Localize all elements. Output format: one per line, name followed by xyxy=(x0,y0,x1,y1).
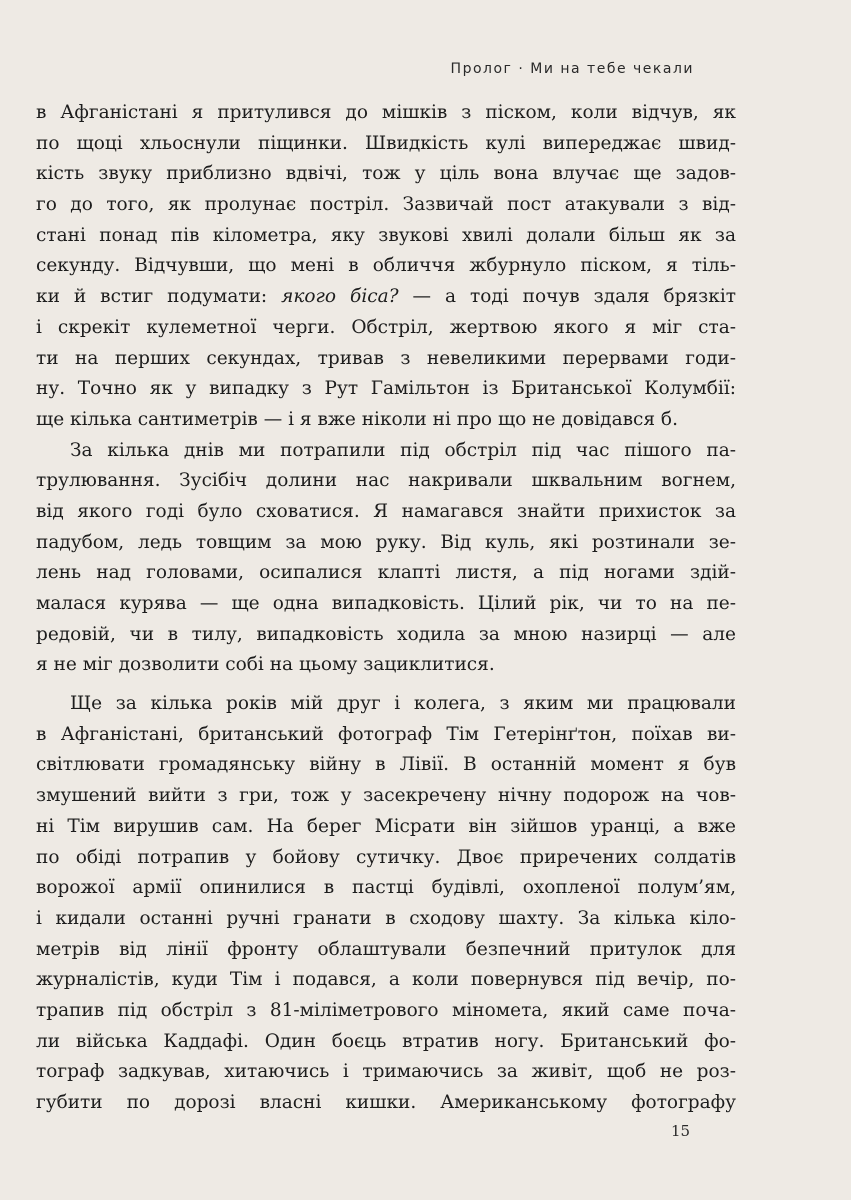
text-line: світлювати громадянську війну в Лівії. В останній момент я був xyxy=(36,754,736,776)
text-line: в Афганістані я притулився до мішків з піском, коли відчув, як xyxy=(36,102,736,123)
text-line: журналістів, куди Тім і подався, а коли повернувся під вечір, по- xyxy=(36,969,736,991)
text-line: по обіді потрапив у бойову сутичку. Двоє приречених солдатів xyxy=(36,846,736,868)
body-text xyxy=(36,98,736,1119)
italic-phrase: якого біса? xyxy=(281,286,399,308)
text-line: малася курява — ще одна випадковість. Цілий рік, чи то на пе- xyxy=(36,593,736,614)
text-line: тограф задкував, хитаючись і тримаючись за живіт, щоб не роз- xyxy=(36,1061,736,1083)
text-line: трапив під обстріл з 81-міліметрового мінометa, який саме поча- xyxy=(36,999,736,1021)
running-head: Пролог · Ми на тебе чекали xyxy=(450,61,694,77)
text-line: ворожої армії опинилися в пастці будівлі, охопленої полум’ям, xyxy=(36,877,736,899)
text-line: падубом, ледь товщим за мою руку. Від куль, які розтинали зе- xyxy=(36,531,736,553)
text-line: ні Тім вирушив сам. На берег Місрати він зійшов уранці, а вже xyxy=(36,815,736,837)
text-line: ти на перших секундах, тривав з невеликими перервами годи- xyxy=(36,347,736,369)
page-number: 15 xyxy=(671,1122,691,1140)
text-line: трулювання. Зусібіч долини нас накривали шквальним вогнем, xyxy=(36,470,736,492)
paragraph-2 xyxy=(36,436,736,682)
text-line: лень над головами, осипалися клапті листя, а під ногами здій- xyxy=(36,562,736,584)
paragraph-spacer xyxy=(36,681,736,689)
text-line: і кидали останні ручні гранати в сходову шахту. За кілька кіло- xyxy=(36,907,736,929)
text-line: ли війська Каддафі. Один боєць втратив ногу. Британський фо- xyxy=(36,1030,736,1052)
text-line: ще кілька сантиметрів — і я вже ніколи ні про що не довідався б. xyxy=(36,408,678,430)
text-line: стані понад пів кілометра, яку звукові хвилі долали більш як за xyxy=(36,224,736,246)
text-line: го до того, як пролунає постріл. Зазвичай пост атакували з від- xyxy=(36,194,736,216)
text-line: ну. Точно як у випадку з Рут Гамільтон із Британської Колумбії: xyxy=(36,378,736,400)
text-line: в Афганістані, британський фотограф Тім Гетерінґтон, поїхав ви- xyxy=(36,723,736,745)
text-line: Ще за кілька років мій друг і колега, з яким ми працювали xyxy=(70,693,736,715)
text-segment: ки й встиг подумати: xyxy=(36,286,282,308)
text-segment: — а тоді почув здаля брязкіт xyxy=(398,286,736,308)
text-line: по щоці хльоснули піщинки. Швидкість кулі випереджає швид- xyxy=(36,132,736,154)
text-line: від якого годі було сховатися. Я намагався знайти прихисток за xyxy=(36,500,736,522)
paragraph-3 xyxy=(36,689,736,1119)
text-line: губити по дорозі власні кишки. Американському фотографу xyxy=(36,1092,736,1113)
text-line: метрів від лінії фронту облаштували безпечний притулок для xyxy=(36,938,736,960)
text-line: секунду. Відчувши, що мені в обличчя жбурнуло піском, я тіль- xyxy=(36,255,736,277)
paragraph-1 xyxy=(36,98,736,436)
text-line: я не міг дозволити собі на цьому зациклитися. xyxy=(36,654,495,676)
text-line: і скрекіт кулеметної черги. Обстріл, жертвою якого я міг ста- xyxy=(36,316,736,338)
text-line: За кілька днів ми потрапили під обстріл під час пішого па- xyxy=(70,439,736,461)
text-line: редовій, чи в тилу, випадковість ходила за мною назирці — але xyxy=(36,623,736,645)
text-line: кість звуку приблизно вдвічі, тож у ціль вона влучає ще задов- xyxy=(36,163,736,185)
text-line: змушений вийти з гри, тож у засекречену нічну подорож на чов- xyxy=(36,785,736,807)
text-line-with-italic xyxy=(36,282,736,313)
